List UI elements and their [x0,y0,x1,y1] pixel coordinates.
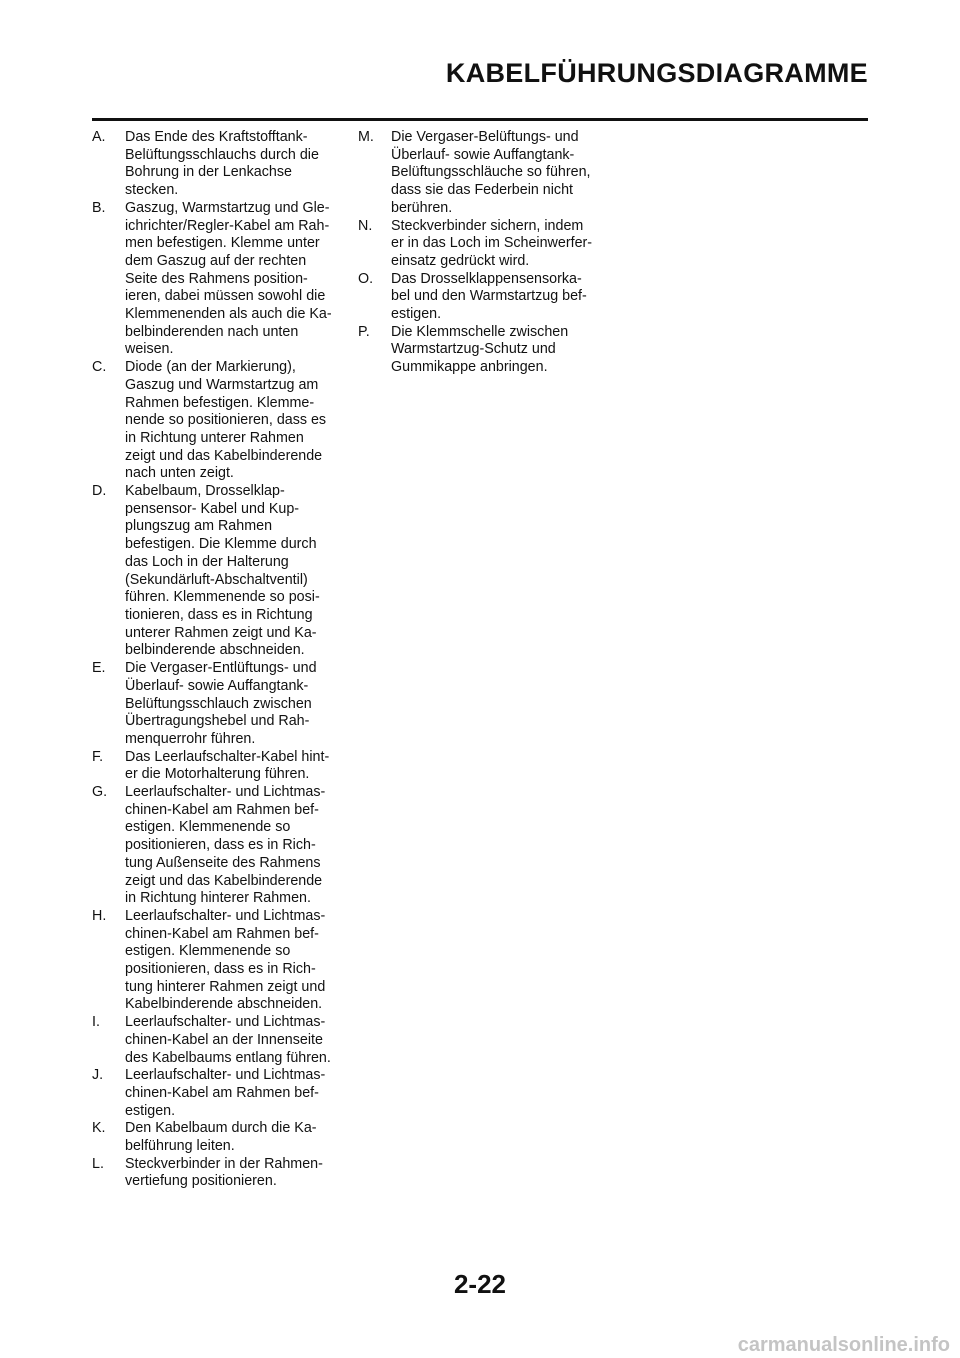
legend-item-n [358,218,613,271]
legend-list-right [358,129,613,377]
legend-item-l [92,1156,335,1191]
item-letter: I. [92,1014,100,1031]
item-letter: H. [92,907,107,924]
legend-item-d [92,483,335,660]
legend-list-left [92,129,335,1191]
item-letter: E. [92,660,106,677]
item-text: Den Kabelbaum durch die Ka- belführung leiten. [125,1120,317,1155]
legend-item-e [92,660,335,749]
item-letter: K. [92,1120,106,1137]
item-text: Das Drosselklappensensorka- bel und den Warmstartzug bef- estigen. [391,270,587,323]
legend-item-j [92,1067,335,1120]
legend-item-a [92,129,335,200]
item-text: Leerlaufschalter- und Lichtmas- chinen-Kabel am Rahmen bef- estigen. Klemmenende so positionieren, dass es in Rich- tung Außenseite des Rahmens zeigt und das Kabelbinderende in Richtung hinterer Rahmen. [125,784,326,907]
item-letter: C. [92,359,107,376]
item-letter: P. [358,323,370,340]
item-text: Leerlaufschalter- und Lichtmas- chinen-Kabel am Rahmen bef- estigen. [125,1067,326,1119]
item-text: Leerlaufschalter- und Lichtmas- chinen-Kabel am Rahmen bef- estigen. Klemmenende so positionieren, dass es in Rich- tung hinterer Rahmen zeigt und Kabelbinderende abschneiden. [125,907,326,1013]
legend-item-o [358,271,613,324]
item-text: Leerlaufschalter- und Lichtmas- chinen-Kabel an der Innenseite des Kabelbaums entlang führen. [125,1014,331,1066]
item-letter: O. [358,270,374,287]
legend-item-c [92,359,335,483]
item-text: Die Vergaser-Belüftungs- und Überlauf- sowie Auffangtank- Belüftungsschläuche so führen, dass sie das Federbein nicht berühren. [391,129,591,216]
item-letter: M. [358,129,374,145]
item-text: Steckverbinder in der Rahmen- vertiefung positionieren. [125,1155,323,1190]
item-text: Die Vergaser-Entlüftungs- und Überlauf- sowie Auffangtank- Belüftungsschlauch zwischen Übertragungshebel und Rah- menquerrohr führen. [125,660,317,747]
legend-item-p [358,324,613,377]
header-rule [92,118,868,121]
legend-item-f [92,749,335,784]
item-letter: D. [92,483,107,500]
item-letter: L. [92,1155,104,1172]
item-letter: F. [92,748,104,765]
item-letter: B. [92,199,106,216]
item-text: Gaszug, Warmstartzug und Gle- ichrichter/Regler-Kabel am Rah- men befestigen. Klemme unter dem Gaszug auf der rechten Seite des Rahmens position- ieren, dabei müssen sowohl die Klemmenenden als auch die Ka- belbinderenden nach unten weisen. [125,199,332,358]
item-letter: A. [92,129,106,145]
item-text: Diode (an der Markierung), Gaszug und Warmstartzug am Rahmen befestigen. Klemme- nende so positionieren, dass es in Richtung unterer Rahmen zeigt und das Kabelbinderende nach unten zeigt. [125,359,327,482]
item-text: Die Klemmschelle zwischen Warmstartzug-Schutz und Gummikappe anbringen. [391,323,569,376]
item-letter: G. [92,784,108,801]
item-letter: J. [92,1067,104,1084]
watermark-text: carmanualsonline.info [737,1334,950,1356]
item-text: Das Leerlaufschalter-Kabel hint- er die Motorhalterung führen. [125,748,330,783]
item-text: Das Ende des Kraftstofftank- Belüftungsschlauchs durch die Bohrung in der Lenkachse stecken. [125,129,319,199]
legend-item-b [92,200,335,359]
page-number: 2-22 [453,1269,507,1299]
legend-item-h [92,908,335,1014]
page-title: KABELFÜHRUNGSDIAGRAMME [445,58,868,88]
legend-item-g [92,784,335,908]
legend-item-i [92,1014,335,1067]
legend-item-m [358,129,613,218]
item-text: Kabelbaum, Drosselklap- pensensor- Kabel und Kup- plungszug am Rahmen befestigen. Die Klemme durch das Loch in der Halterung (Sekundärluft-Abschaltventil) führen. Klemmenende so posi- tionieren, dass es in Richtung unterer Rahmen zeigt und Ka- belbinderende abschneiden. [125,483,320,659]
legend-item-k [92,1120,335,1155]
item-letter: N. [358,217,373,234]
item-text: Steckverbinder sichern, indem er in das Loch im Scheinwerfer- einsatz gedrückt wird. [391,217,593,269]
